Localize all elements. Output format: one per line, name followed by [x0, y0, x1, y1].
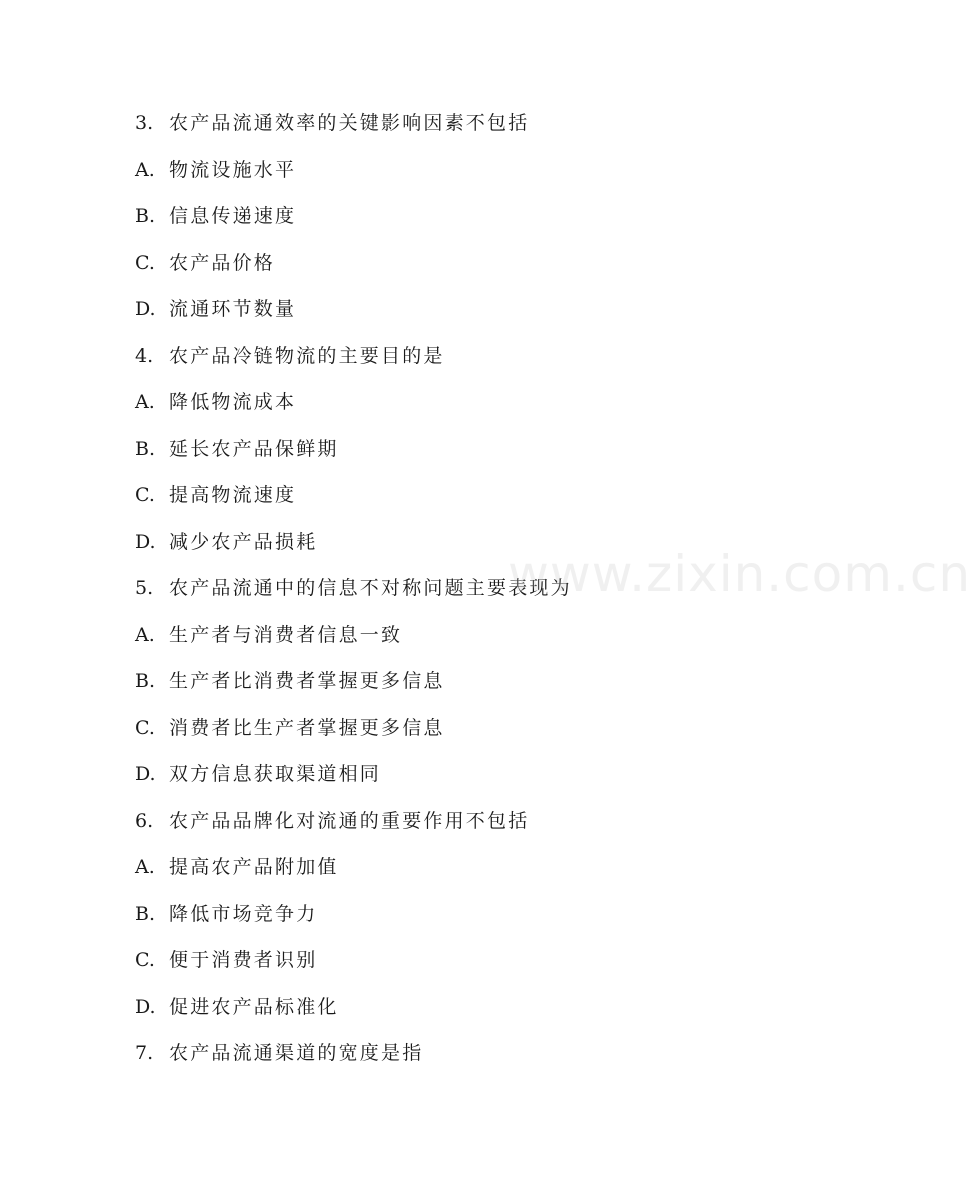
option-letter: D. [135, 763, 156, 785]
question-text: 农产品流通效率的关键影响因素不包括 [169, 112, 530, 134]
option-line [135, 293, 835, 340]
question-text: 农产品流通渠道的宽度是指 [169, 1042, 424, 1064]
option-letter: A. [135, 856, 155, 878]
option-letter: D. [135, 530, 156, 553]
option-line [135, 619, 835, 666]
option-line [135, 944, 835, 991]
option-line [135, 154, 835, 201]
option-letter: C. [135, 949, 155, 971]
option-letter: D. [135, 995, 156, 1018]
option-line [135, 433, 835, 480]
option-text: 降低物流成本 [169, 391, 297, 413]
option-letter: C. [135, 716, 155, 739]
question-line [135, 1037, 835, 1084]
option-text: 提高农产品附加值 [169, 856, 339, 878]
option-line [135, 386, 835, 433]
question-number: 4. [135, 344, 154, 367]
question-text: 农产品品牌化对流通的重要作用不包括 [169, 809, 530, 832]
option-letter: B. [135, 670, 156, 692]
option-line [135, 200, 835, 247]
option-line [135, 898, 835, 945]
option-text: 生产者比消费者掌握更多信息 [169, 670, 445, 692]
option-letter: A. [135, 623, 155, 646]
question-line [135, 805, 835, 852]
watermark: www.zixin.com.cn [508, 545, 971, 603]
option-line [135, 665, 835, 712]
option-text: 促进农产品标准化 [169, 995, 339, 1018]
option-letter: B. [135, 437, 156, 460]
option-line [135, 851, 835, 898]
option-text: 延长农产品保鲜期 [169, 437, 339, 460]
option-line [135, 526, 835, 573]
question-number: 3. [135, 112, 154, 134]
option-line [135, 712, 835, 759]
option-text: 提高物流速度 [169, 484, 297, 506]
question-line [135, 572, 835, 619]
option-text: 生产者与消费者信息一致 [169, 623, 403, 646]
option-text: 降低市场竞争力 [169, 902, 318, 925]
option-text: 双方信息获取渠道相同 [169, 763, 382, 785]
question-number: 7. [135, 1042, 154, 1064]
question-number: 5. [135, 577, 154, 599]
option-letter: C. [135, 484, 155, 506]
option-text: 物流设施水平 [169, 158, 297, 181]
option-line [135, 479, 835, 526]
option-letter: A. [135, 158, 155, 181]
question-list [135, 107, 835, 1084]
option-text: 便于消费者识别 [169, 949, 318, 971]
question-line [135, 107, 835, 154]
option-letter: B. [135, 205, 156, 227]
option-line [135, 247, 835, 294]
question-text: 农产品流通中的信息不对称问题主要表现为 [169, 577, 572, 599]
option-text: 消费者比生产者掌握更多信息 [169, 716, 445, 739]
question-line [135, 340, 835, 387]
option-text: 信息传递速度 [169, 205, 297, 227]
option-letter: B. [135, 902, 156, 925]
option-letter: D. [135, 298, 156, 320]
option-text: 减少农产品损耗 [169, 530, 318, 553]
option-text: 流通环节数量 [169, 298, 297, 320]
question-text: 农产品冷链物流的主要目的是 [169, 344, 445, 367]
option-line [135, 991, 835, 1038]
question-number: 6. [135, 809, 154, 832]
option-line [135, 758, 835, 805]
option-text: 农产品价格 [169, 251, 276, 274]
option-letter: A. [135, 391, 155, 413]
option-letter: C. [135, 251, 155, 274]
